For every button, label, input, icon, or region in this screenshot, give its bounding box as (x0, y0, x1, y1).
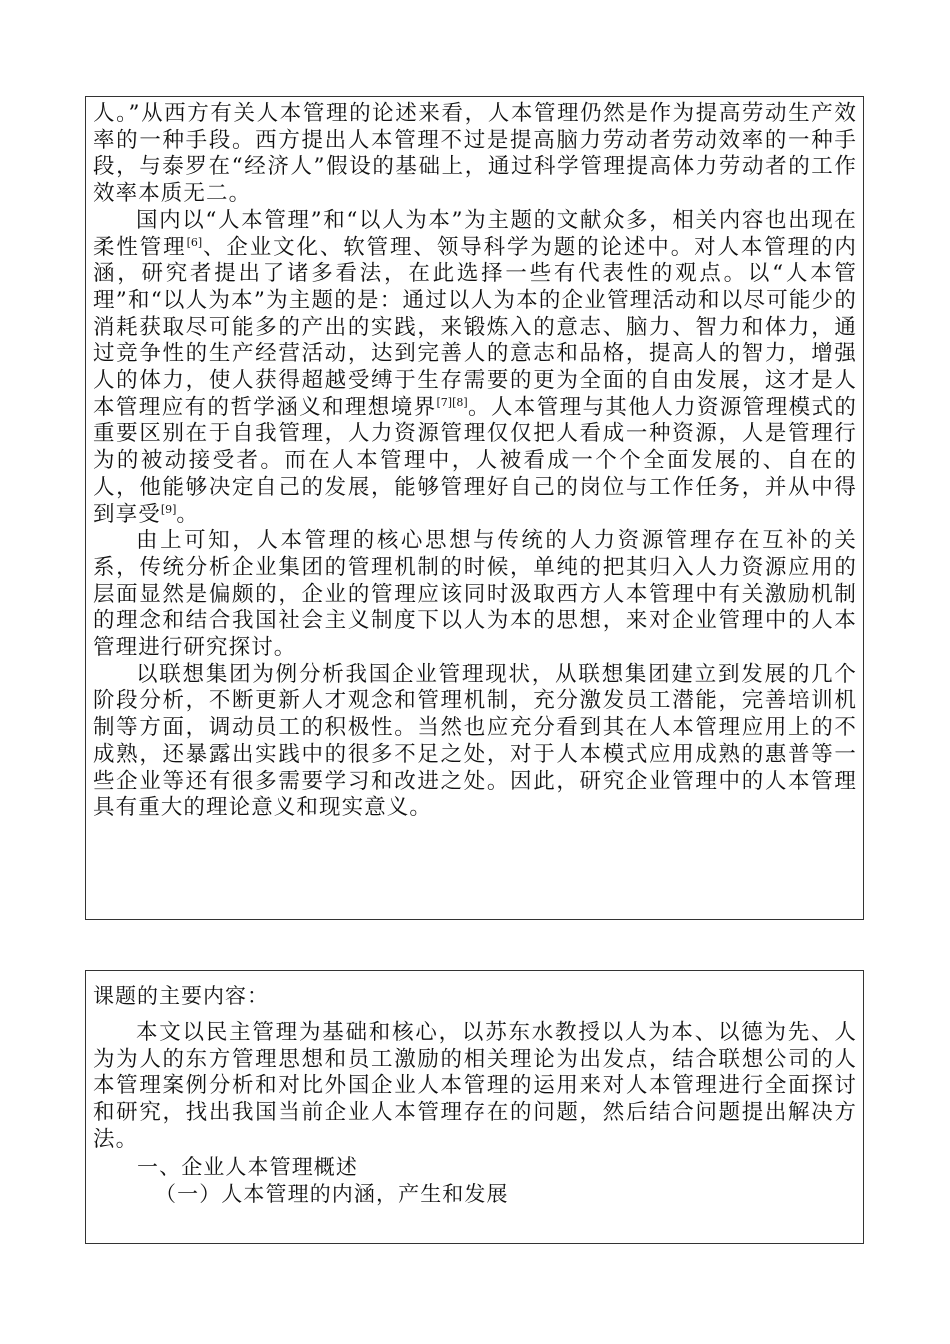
review-paragraph-2-part-a: 国内以“人本管理”和“以人为本”为主题的文献众多，相关内容也出现在柔性管理 (93, 207, 857, 260)
review-paragraph-2-part-c: 。人本管理与其他人力资源管理模式的重要区别在于自我管理，人力资源管理仅仅把人看成一种资源，人是管理行为的被动接受者。而在人本管理中，人被看成一个个全面发展的、自在的人，他能够决定自己的发展，能够管理好自己的岗位与工作任务，并从中得到享受 (93, 394, 857, 527)
main-content-box (85, 970, 864, 1244)
outline-level-2: （一）人本管理的内涵，产生和发展 (155, 1181, 509, 1206)
review-paragraph-2 (93, 208, 857, 528)
main-content-paragraph: 本文以民主管理为基础和核心，以苏东水教授以人为本、以德为先、人为为人的东方管理思想和员工激励的相关理论为出发点，结合联想公司的人本管理案例分析和对比外国企业人本管理的运用来对人本管理进行全面探讨和研究，找出我国当前企业人本管理存在的问题，然后结合问题提出解决方法。 (93, 1020, 857, 1152)
review-paragraph-2-part-b: 、企业文化、软管理、领导科学为题的论述中。对人本管理的内涵，研究者提出了诸多看法，在此选择一些有代表性的观点。以“人本管理”和“以人为本”为主题的是：通过以人为本的企业管理活动和以尽可能少的消耗获取尽可能多的产出的实践，来锻炼入的意志、脑力、智力和体力，通过竞争性的生产经营活动，达到完善人的意志和品格，提高人的智力，增强人的体力，使人获得超越受缚于生存需要的更为全面的自由发展，这才是人本管理应有的哲学涵义和理想境界 (93, 234, 857, 420)
review-paragraph-1: 人。”从西方有关人本管理的论述来看，人本管理仍然是作为提高劳动生产效率的一种手段。西方提出人本管理不过是提高脑力劳动者劳动效率的一种手段，与泰罗在“经济人”假设的基础上，通过科学管理提高体力劳动者的工作效率本质无二。 (93, 101, 857, 207)
review-paragraph-3: 由上可知，人本管理的核心思想与传统的人力资源管理存在互补的关系，传统分析企业集团的管理机制的时候，单纯的把其归入人力资源应用的层面显然是偏颇的，企业的管理应该同时汲取西方人本管理中有关激励机制的理念和结合我国社会主义制度下以人为本的思想，来对企业管理中的人本管理进行研究探讨。 (93, 528, 857, 661)
main-content-heading: 课题的主要内容： (93, 984, 269, 1008)
literature-review-box (85, 96, 864, 920)
citation-9: [9] (160, 502, 177, 516)
review-paragraph-2-part-d: 。 (176, 501, 200, 527)
citation-7-8: [7][8] (436, 395, 468, 409)
review-paragraph-4: 以联想集团为例分析我国企业管理现状，从联想集团建立到发展的几个阶段分析，不断更新人才观念和管理机制，充分激发员工潜能，完善培训机制等方面，调动员工的积极性。当然也应充分看到其在人本管理应用上的不成熟，还暴露出实践中的很多不足之处，对于人本模式应用成熟的惠普等一些企业等还有很多需要学习和改进之处。因此，研究企业管理中的人本管理具有重大的理论意义和现实意义。 (93, 661, 857, 821)
citation-6: [6] (186, 235, 203, 249)
outline-level-1: 一、企业人本管理概述 (137, 1154, 358, 1179)
